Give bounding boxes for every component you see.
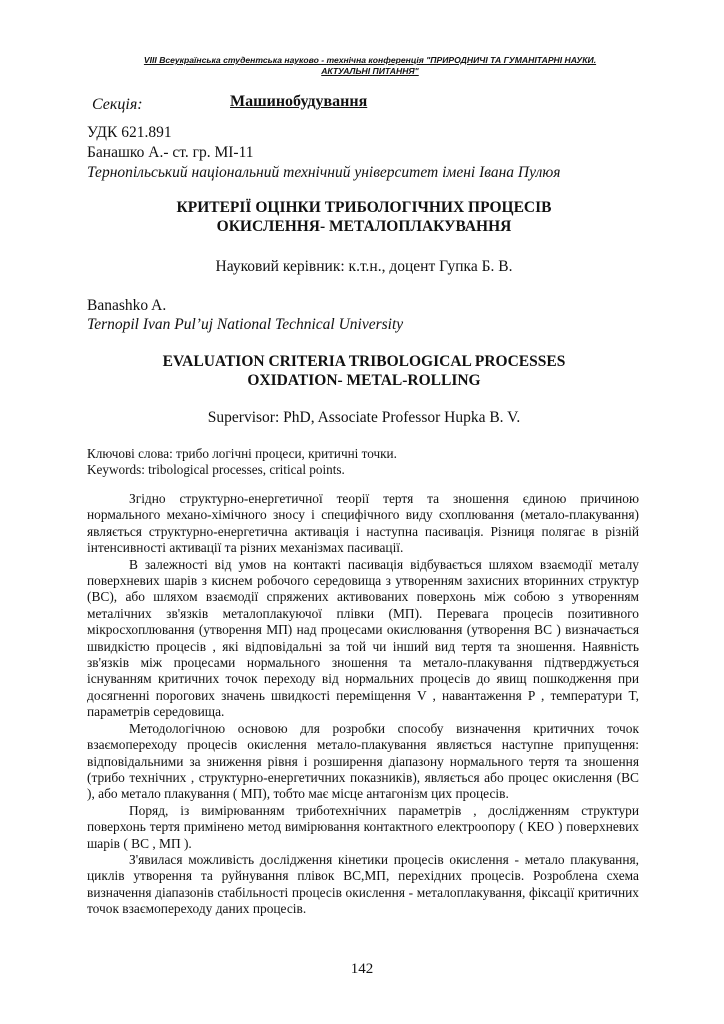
conference-header-line-1: VIII Всеукраїнська студентська науково - технічна конференція "ПРИРОДНИЧІ ТА ГУМАНІТАРНІ НАУКИ. bbox=[143, 55, 597, 65]
conference-header-line-2: АКТУАЛЬНІ ПИТАННЯ" bbox=[321, 66, 419, 76]
keywords-ua: Ключові слова: трибо логічні процеси, критичні точки. bbox=[87, 446, 397, 461]
paper-title-ua-line-2: ОКИСЛЕННЯ- МЕТАЛОПЛАКУВАННЯ bbox=[216, 218, 512, 235]
paper-title-ua bbox=[90, 198, 638, 236]
section-label: Секція: bbox=[92, 96, 143, 113]
page-number: 142 bbox=[350, 961, 374, 977]
paper-title-en-line-1: EVALUATION CRITERIA TRIBOLOGICAL PROCESSES bbox=[162, 353, 566, 370]
university-en: Ternopil Ivan Pul’uj National Technical University bbox=[87, 316, 404, 333]
conference-header bbox=[90, 55, 650, 77]
paper-title-en bbox=[90, 352, 638, 390]
author-en: Banashko A. bbox=[87, 297, 167, 314]
section-name: Машинобудування bbox=[230, 93, 368, 110]
body-paragraph: З'явилася можливість дослідження кінетики процесів окислення - метало плакування, циклів утворення та руйнування плівок ВС,МП, перехідних процесів. Розроблена схема визначення діапазонів стабільності процесів окислення - металоплакування, фіксації критичних точок взаємопереходу даних процесів. bbox=[87, 851, 639, 917]
supervisor-en: Supervisor: PhD, Associate Professor Hupka B. V. bbox=[207, 409, 521, 426]
body-paragraph: Поряд, із вимірюванням триботехнічних параметрів , дослідженням структури поверхонь тертя примінено метод вимірювання контактного електроопору ( КЕО ) поверхневих шарів ( ВС , МП ). bbox=[87, 802, 639, 851]
paper-title-en-line-2: OXIDATION- METAL-ROLLING bbox=[247, 372, 481, 389]
body-paragraph: В залежності від умов на контакті пасивація відбувається шляхом взаємодії металу поверхневих шарів з киснем робочого середовища з утворенням захисних вторинних структур (ВС), або шляхом взаємодії спряжених активованих поверхонь між собою з утворенням металічних зв'язків металоплакуючої плівки (МП). Перевага процесів позитивного мікросхоплювання (утворення МП) над процесами окислювання (утворення ВС ) визначається швидкістю процесів , які відповідальні за той чи інший вид тертя та зношення. Наявність зв'язків між процесами нормального зношення та метало-плакування підтверджується існуванням критичних точок переходу від нормальних процесів до явищ пошкодження при досягненні порогових значень швидкості переміщення V , навантаження P , температури T, параметрів середовища. bbox=[87, 556, 639, 720]
supervisor-ua: Науковий керівник: к.т.н., доцент Гупка Б. В. bbox=[215, 258, 513, 275]
body-paragraph: Згідно структурно-енергетичної теорії тертя та зношення єдиною причиною нормального механо-хімічного зносу і специфічного виду схоплювання (метало-плакування) являється структурно-енергетична активація і наступна пасивація. Різниця полягає в різній інтенсивності активації та різних механізмах пасивації. bbox=[87, 491, 639, 556]
university-ua: Тернопільський національний технічний університет імені Івана Пулюя bbox=[87, 164, 561, 181]
author-ua: Банашко А.- ст. гр. МІ-11 bbox=[87, 144, 254, 161]
paper-title-ua-line-1: КРИТЕРІЇ ОЦІНКИ ТРИБОЛОГІЧНИХ ПРОЦЕСІВ bbox=[176, 199, 552, 216]
udk-code: УДК 621.891 bbox=[87, 124, 172, 141]
keywords-en: Keywords: tribological processes, critical points. bbox=[87, 462, 345, 477]
body-text bbox=[87, 491, 639, 918]
body-paragraph: Методологічною основою для розробки способу визначення критичних точок взаємопереходу процесів окислення метало-плакування являється наступне припущення: відповідальними за зниження рівня і розширення діапазону нормального тертя та зношення (трибо технічних , структурно-енергетичних показників), являється або процес окислення (ВС ), або метало плакування ( МП), тобто має місце антагонізм цих процесів. bbox=[87, 720, 639, 802]
